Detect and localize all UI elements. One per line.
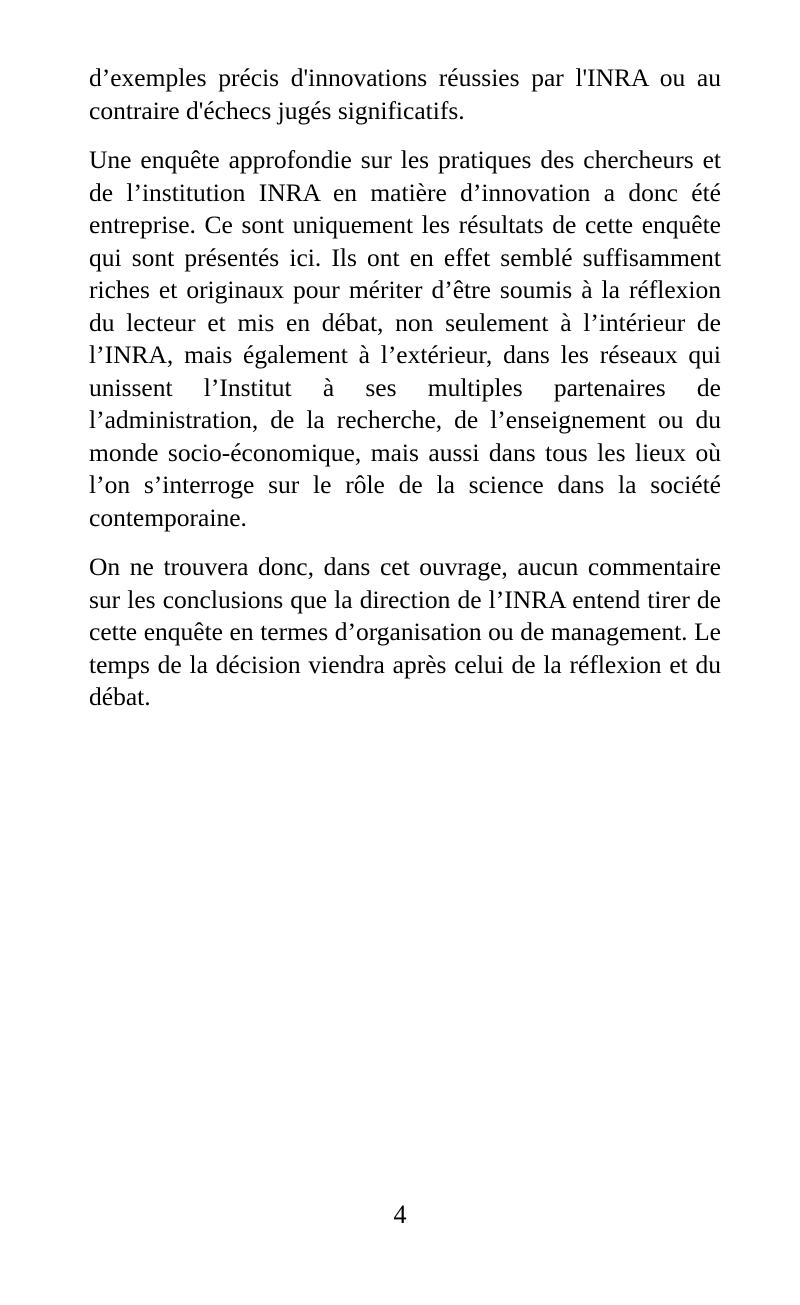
body-text (89, 62, 721, 731)
page-number: 4 (393, 1200, 407, 1229)
paragraph-1: d’exemples précis d'innovations réussies par l'INRA ou au contraire d'échecs jugés significatifs. (89, 63, 721, 125)
paragraph-2: Une enquête approfondie sur les pratiques des chercheurs et de l’institution INRA en matière d’innovation a donc été entreprise. Ce sont uniquement les résultats de cette enquête qui sont présentés ici. Ils ont en effet semblé suffisamment riches et originaux pour mériter d’être soumis à la réflexion du lecteur et mis en débat, non seulement à l’intérieur de l’INRA, mais également à l’extérieur, dans les réseaux qui unissent l’Institut à ses multiples partenaires de l’administration, de la recherche, de l’enseignement ou du monde socio-économique, mais aussi dans tous les lieux où l’on s’interroge sur le rôle de la science dans la société contemporaine. (89, 145, 721, 532)
paragraph-3: On ne trouvera donc, dans cet ouvrage, aucun commentaire sur les conclusions que la direction de l’INRA entend tirer de cette enquête en termes d’organisation ou de management. Le temps de la décision viendra après celui de la réflexion et du débat. (89, 552, 721, 711)
